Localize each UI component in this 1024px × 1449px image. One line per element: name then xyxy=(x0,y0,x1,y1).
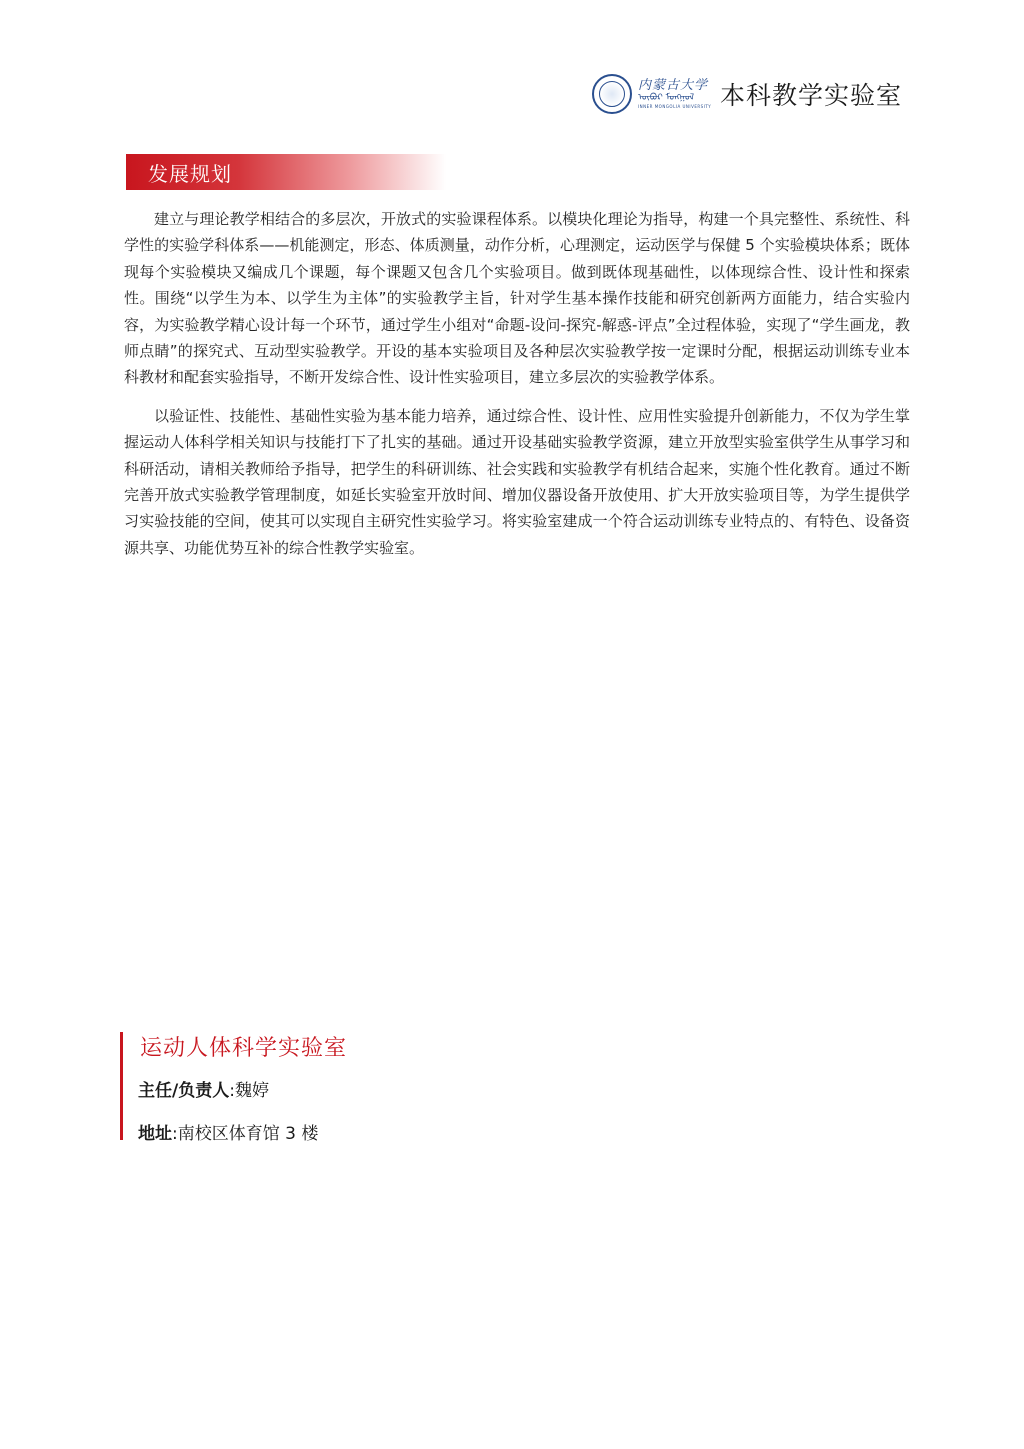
page-header xyxy=(592,66,902,122)
section-title: 发展规划 xyxy=(148,162,232,186)
university-wordmark xyxy=(638,79,716,110)
university-seal-logo xyxy=(592,74,632,114)
address-value: 南校区体育馆 3 楼 xyxy=(177,1124,319,1144)
director-colon: : xyxy=(229,1081,235,1101)
seal-inner-ring xyxy=(599,81,625,107)
director-row xyxy=(138,1078,269,1104)
paragraph-2: 以验证性、技能性、基础性实验为基本能力培养，通过综合性、设计性、应用性实验提升创新能力，不仅为学生掌握运动人体科学相关知识与技能打下了扎实的基础。通过开设基础实验教学资源，建立开放型实验室供学生从事学习和科研活动，请相关教师给予指导，把学生的科研训练、社会实践和实验教学有机结合起来，实施个性化教育。通过不断完善开放式实验教学管理制度，如延长实验室开放时间、增加仪器设备开放使用、扩大开放实验项目等，为学生提供学习实验技能的空间，使其可以实现自主研究性实验学习。将实验室建成一个符合运动训练专业特点的、有特色、设备资源共享、功能优势互补的综合性教学实验室。 xyxy=(124,406,910,557)
lab-accent-bar xyxy=(120,1032,123,1140)
body-content xyxy=(124,206,910,573)
director-value: 魏婷 xyxy=(234,1081,269,1101)
address-label: 地址 xyxy=(138,1124,172,1144)
paragraph-1: 建立与理论教学相结合的多层次，开放式的实验课程体系。以模块化理论为指导，构建一个具完整性、系统性、科学性的实验学科体系——机能测定，形态、体质测量，动作分析，心理测定，运动医学与保健 5 个实验模块体系；既体现每个实验模块又编成几个课题，每个课题又包含几个实验项目。做到既体现基础性，以体现综合性、设计性和探索性。围绕“以学生为本、以学生为主体”的实验教学主旨，针对学生基本操作技能和研究创新两方面能力，结合实验内容，为实验教学精心设计每一个环节，通过学生小组对“命题-设问-探究-解惑-评点”全过程体验，实现了“学生画龙，教师点睛”的探究式、互动型实验教学。开设的基本实验项目及各种层次实验教学按一定课时分配，根据运动训练专业本科教材和配套实验指导，不断开发综合性、设计性实验项目，建立多层次的实验教学体系。 xyxy=(124,210,910,387)
section-banner xyxy=(126,154,446,190)
header-title: 本科教学实验室 xyxy=(719,81,902,110)
lab-name: 运动人体科学实验室 xyxy=(140,1036,348,1061)
wordmark-chinese-script: 内蒙古大学 xyxy=(637,77,708,93)
wordmark-mongolian-script: ᠥᠪᠦᠷ ᠮᠣᠩᠭᠣᠯ xyxy=(637,92,695,103)
address-row xyxy=(138,1121,318,1147)
address-colon: : xyxy=(172,1124,178,1144)
director-label: 主任/负责人 xyxy=(138,1081,230,1101)
wordmark-english: INNER MONGOLIA UNIVERSITY xyxy=(637,103,712,109)
